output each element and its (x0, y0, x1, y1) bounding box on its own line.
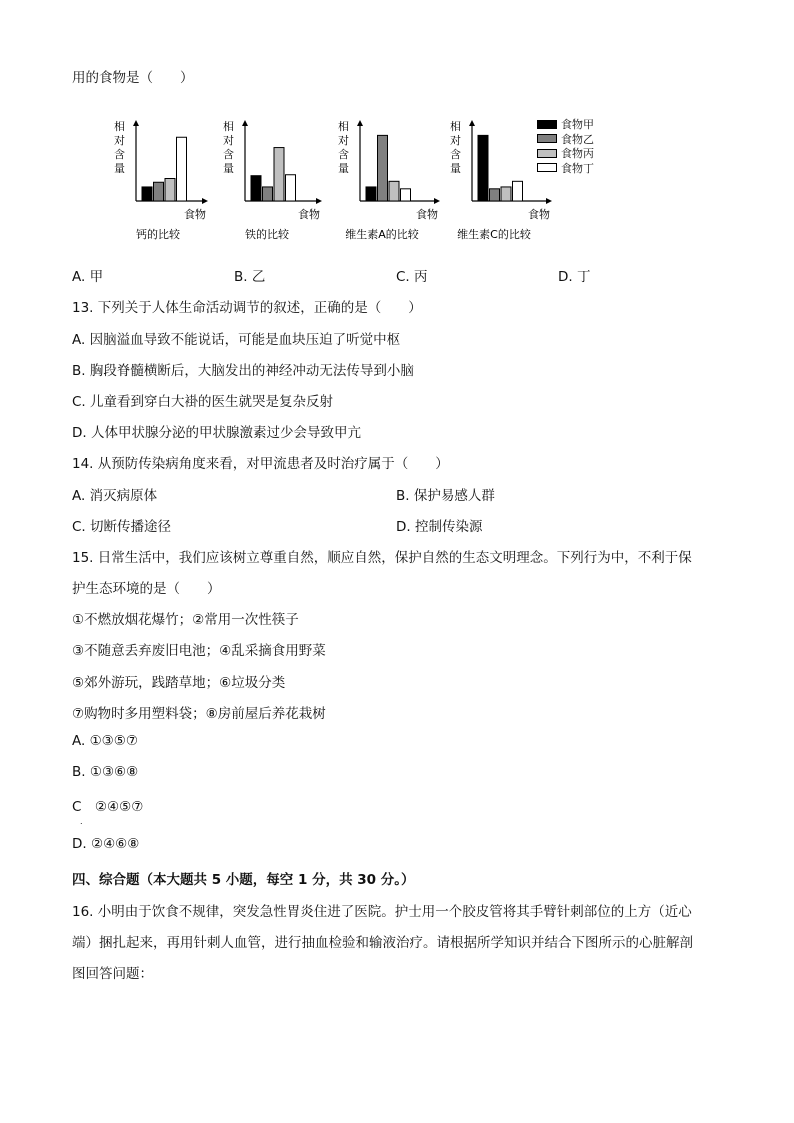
stray-dot: . (80, 817, 83, 826)
q15-item: ③不随意丢弃废旧电池；④乱采摘食用野菜 (72, 643, 326, 659)
y-axis-label-char: 对 (114, 134, 125, 147)
q13-option-b[interactable]: B. 胸段脊髓横断后，大脑发出的神经冲动无法传导到小脑 (72, 363, 414, 379)
q14-option-d[interactable]: D. 控制传染源 (396, 519, 483, 535)
x-axis-label: 食物 (184, 208, 206, 221)
bar-食物丙 (165, 179, 175, 202)
chart-title: 钙的比较 (136, 228, 180, 241)
legend-swatch (537, 149, 557, 158)
x-axis-label: 食物 (528, 208, 550, 221)
legend-label: 食物丁 (561, 161, 594, 175)
x-axis-arrow (434, 198, 440, 204)
q12-option-c[interactable]: C. 丙 (396, 269, 428, 285)
bar-食物甲 (478, 135, 488, 201)
q14-option-c[interactable]: C. 切断传播途径 (72, 519, 172, 535)
bar-食物乙 (490, 189, 500, 201)
y-axis-label-char: 含 (450, 148, 461, 161)
q15-stem-line2: 护生态环境的是（ ） (72, 581, 221, 597)
q16-line2: 端）捆扎起来，再用针刺人血管，进行抽血检验和输液治疗。请根据所学知识并结合下图所示的心脏解剖 (72, 935, 693, 951)
legend-item (537, 132, 594, 147)
q14-option-b[interactable]: B. 保护易感人群 (396, 488, 495, 504)
q16-line1: 16. 小明由于饮食不规律，突发急性胃炎住进了医院。护士用一个胶皮管将其手臂针刺部位的上方（近心 (72, 904, 692, 920)
q15-item: ⑦购物时多用塑料袋；⑧房前屋后养花栽树 (72, 706, 326, 722)
legend-label: 食物丙 (561, 147, 594, 161)
q15-option-b[interactable]: B. ①③⑥⑧ (72, 764, 139, 780)
q12-option-b[interactable]: B. 乙 (234, 269, 266, 285)
y-axis-arrow (469, 120, 475, 126)
bar-食物丁 (177, 137, 187, 201)
q15-item: ⑤郊外游玩，践踏草地；⑥垃圾分类 (72, 675, 286, 691)
q15-item: ①不燃放烟花爆竹；②常用一次性筷子 (72, 612, 299, 628)
y-axis-label-char: 量 (338, 162, 349, 175)
q13-stem: 13. 下列关于人体生命活动调节的叙述，正确的是（ ） (72, 300, 422, 316)
bar-食物乙 (263, 187, 273, 201)
bar-食物甲 (251, 176, 261, 201)
chart-vitamin-a-svg (332, 110, 450, 245)
y-axis-label-char: 相 (338, 120, 349, 133)
q15-option-a[interactable]: A. ①③⑤⑦ (72, 733, 138, 749)
chart-calcium (108, 110, 218, 245)
x-axis-arrow (546, 198, 552, 204)
bar-食物丁 (401, 189, 411, 201)
bar-食物丙 (501, 187, 511, 201)
q15-option-c[interactable]: C ②④⑤⑦ (72, 799, 144, 815)
bar-食物丁 (513, 181, 523, 201)
y-axis-label-char: 对 (450, 134, 461, 147)
y-axis-label-char: 含 (223, 148, 234, 161)
y-axis-arrow (357, 120, 363, 126)
legend-swatch (537, 134, 557, 143)
q16-line3: 图回答问题： (72, 966, 153, 982)
intro-line: 用的食物是（ ） (72, 70, 194, 86)
y-axis-label-char: 量 (223, 162, 234, 175)
q13-option-d[interactable]: D. 人体甲状腺分泌的甲状腺激素过少会导致甲亢 (72, 425, 361, 441)
q12-option-d[interactable]: D. 丁 (558, 269, 591, 285)
q15-stem-line1: 15. 日常生活中，我们应该树立尊重自然，顺应自然，保护自然的生态文明理念。下列行为中，不利于保 (72, 550, 692, 566)
chart-title: 铁的比较 (245, 228, 289, 241)
q14-stem: 14. 从预防传染病角度来看，对甲流患者及时治疗属于（ ） (72, 456, 449, 472)
y-axis-label-char: 对 (223, 134, 234, 147)
y-axis-label-char: 含 (338, 148, 349, 161)
legend-swatch (537, 163, 557, 172)
y-axis-label-char: 相 (223, 120, 234, 133)
bar-食物丙 (389, 181, 399, 201)
chart-vitamin-a (332, 110, 450, 245)
legend-item (537, 161, 594, 176)
y-axis-label-char: 量 (114, 162, 125, 175)
bar-食物丁 (286, 175, 296, 201)
q15-option-d[interactable]: D. ②④⑥⑧ (72, 836, 140, 852)
y-axis-label-char: 含 (114, 148, 125, 161)
q12-option-a[interactable]: A. 甲 (72, 269, 104, 285)
x-axis-arrow (202, 198, 208, 204)
chart-calcium-svg (108, 110, 218, 245)
legend-swatch (537, 120, 557, 129)
legend-label: 食物甲 (561, 118, 594, 132)
legend-item (537, 146, 594, 161)
bar-食物乙 (378, 135, 388, 201)
y-axis-label-char: 量 (450, 162, 461, 175)
y-axis-label-char: 对 (338, 134, 349, 147)
x-axis-arrow (316, 198, 322, 204)
legend-item (537, 117, 594, 132)
chart-title: 维生素C的比较 (457, 228, 531, 241)
q14-option-a[interactable]: A. 消灭病原体 (72, 488, 158, 504)
bar-食物甲 (142, 187, 152, 201)
section-heading: 四、综合题（本大题共 5 小题，每空 1 分，共 30 分。） (72, 872, 415, 888)
bar-食物甲 (366, 187, 376, 201)
chart-iron (217, 110, 332, 245)
bar-食物乙 (154, 182, 164, 201)
chart-title: 维生素A的比较 (345, 228, 419, 241)
x-axis-label: 食物 (298, 208, 320, 221)
y-axis-label-char: 相 (450, 120, 461, 133)
x-axis-label: 食物 (416, 208, 438, 221)
bar-食物丙 (274, 148, 284, 201)
q13-option-a[interactable]: A. 因脑溢血导致不能说话，可能是血块压迫了听觉中枢 (72, 332, 401, 348)
chart-iron-svg (217, 110, 332, 245)
legend-label: 食物乙 (561, 132, 594, 146)
y-axis-arrow (133, 120, 139, 126)
chart-legend (537, 117, 594, 175)
y-axis-arrow (242, 120, 248, 126)
q13-option-c[interactable]: C. 儿童看到穿白大褂的医生就哭是复杂反射 (72, 394, 334, 410)
y-axis-label-char: 相 (114, 120, 125, 133)
